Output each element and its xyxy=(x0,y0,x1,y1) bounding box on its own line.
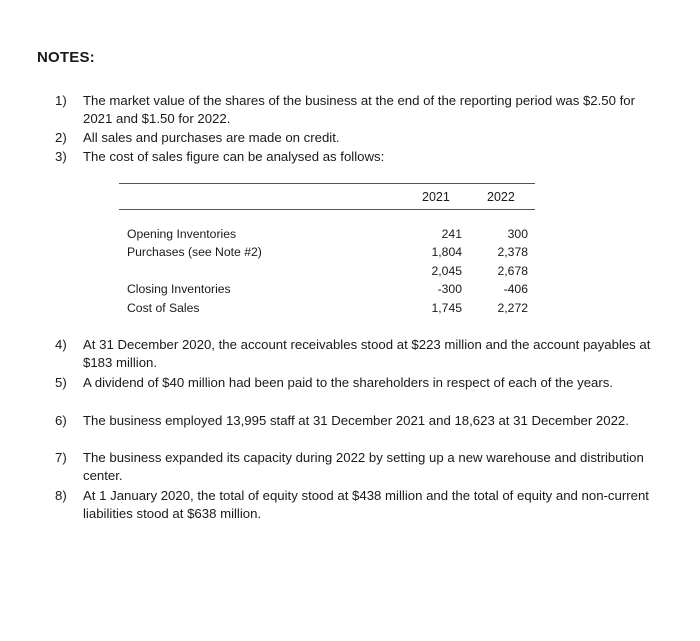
note-8 xyxy=(55,487,655,523)
value-2022: 300 xyxy=(507,227,528,241)
note-7 xyxy=(55,449,655,485)
value-2021: 2,045 xyxy=(431,264,462,278)
note-number: 8) xyxy=(55,488,67,503)
note-number: 4) xyxy=(55,337,67,352)
value-2021: 1,804 xyxy=(431,245,462,259)
notes-heading: NOTES: xyxy=(37,49,95,66)
value-2022: 2,272 xyxy=(497,301,528,315)
note-6 xyxy=(55,412,655,430)
value-2021: -300 xyxy=(437,282,462,296)
value-2022: 2,678 xyxy=(497,264,528,278)
note-text: A dividend of $40 million had been paid to the shareholders in respect of each of the years. xyxy=(83,375,614,390)
note-number: 5) xyxy=(55,375,67,390)
note-4 xyxy=(55,336,655,372)
table-header-2021: 2021 xyxy=(422,190,450,204)
table-top-rule xyxy=(119,183,535,184)
note-5 xyxy=(55,374,655,392)
value-2021: 241 xyxy=(441,227,462,241)
note-text: The market value of the shares of the business at the end of the reporting period was $2.50 for 2021 and $1.50 for 2022. xyxy=(83,93,636,126)
note-text: At 31 December 2020, the account receivables stood at $223 million and the account payables at $183 million. xyxy=(83,337,651,370)
value-2022: 2,378 xyxy=(497,245,528,259)
note-number: 1) xyxy=(55,93,67,108)
note-number: 2) xyxy=(55,130,67,145)
note-3 xyxy=(55,148,655,166)
note-number: 6) xyxy=(55,413,67,428)
note-number: 3) xyxy=(55,149,67,164)
note-text: At 1 January 2020, the total of equity stood at $438 million and the total of equity and non-current liabilities stood at $638 million. xyxy=(83,488,649,521)
note-2 xyxy=(55,129,655,147)
note-text: All sales and purchases are made on credit. xyxy=(83,130,340,145)
note-1 xyxy=(55,92,655,128)
note-text: The business employed 13,995 staff at 31 December 2021 and 18,623 at 31 December 2022. xyxy=(83,413,629,428)
row-label: Closing Inventories xyxy=(127,282,231,296)
value-2022: -406 xyxy=(503,282,528,296)
row-label: Opening Inventories xyxy=(127,227,237,241)
row-label: Purchases (see Note #2) xyxy=(127,245,262,259)
table-header-rule xyxy=(119,209,535,210)
note-text: The cost of sales figure can be analysed as follows: xyxy=(83,149,385,164)
value-2021: 1,745 xyxy=(431,301,462,315)
table-header-2022: 2022 xyxy=(487,190,515,204)
note-text: The business expanded its capacity during 2022 by setting up a new warehouse and distribution center. xyxy=(83,450,644,483)
row-label: Cost of Sales xyxy=(127,301,200,315)
note-number: 7) xyxy=(55,450,67,465)
